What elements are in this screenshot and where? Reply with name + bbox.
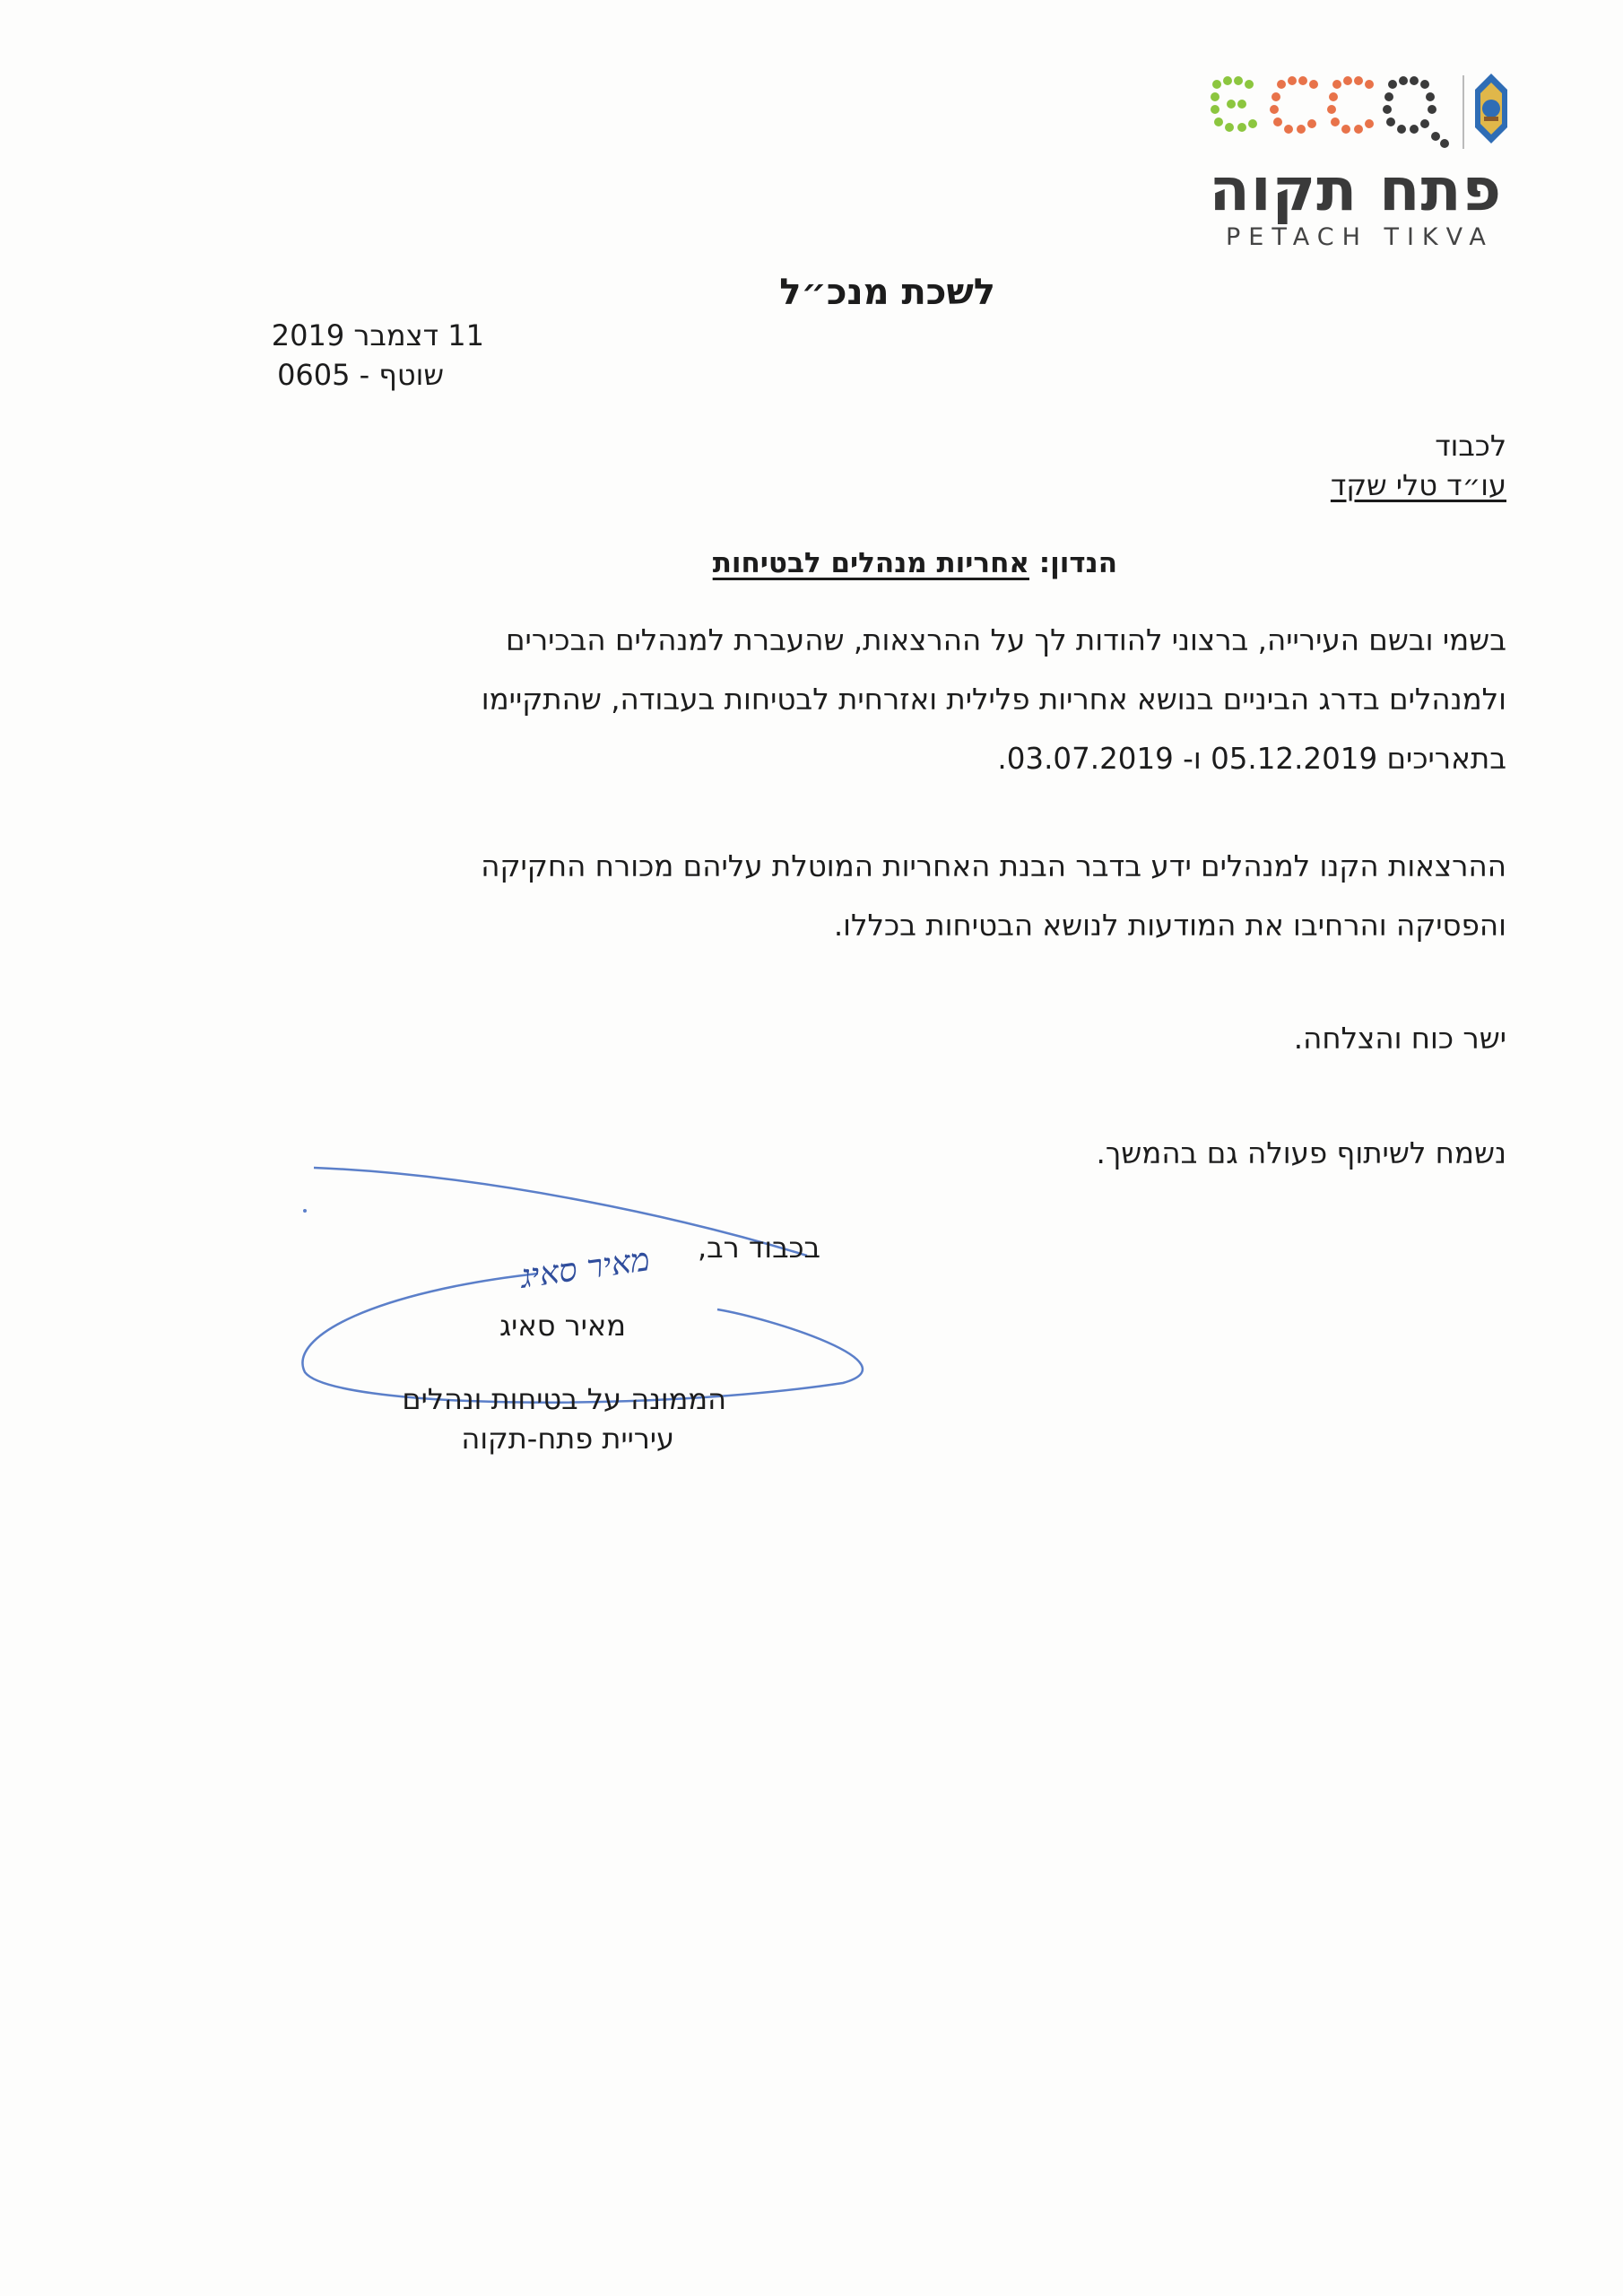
body-paragraph-wishes [323, 1009, 1506, 1068]
city-shield-icon [1475, 74, 1507, 144]
office-title: לשכת מנכ״ל [779, 272, 995, 313]
paragraph-line: בשמי ובשם העירייה, ברצוני להודות לך על ההרצאות, שהעברת למנהלים הבכירים [505, 623, 1506, 657]
closing-phrase: בכבוד רב, [697, 1231, 820, 1265]
logo-latin-name: PETACH TIKVA [1226, 223, 1494, 251]
letter-date: 11 דצמבר 2019 [271, 318, 484, 352]
logo-dots-icon [1206, 65, 1511, 163]
paragraph-line: בתאריכים 05.12.2019 ו- 03.07.2019. [997, 742, 1506, 776]
recipient-name: עו״ד טלי שקד [1330, 468, 1506, 502]
body-paragraph-impact [323, 837, 1506, 955]
handwritten-signature: מאיר סאיג [517, 1241, 653, 1296]
municipality-logo [1206, 65, 1511, 262]
paragraph-line: והפסיקה והרחיבו את המודעות לנושא הבטיחות בכללו. [833, 909, 1506, 943]
logo-hebrew-name: פתח תקוה [1209, 155, 1502, 224]
paragraph-line: ולמנהלים בדרג הביניים בנושא אחריות פלילית ואזרחית לבטיחות בעבודה, שהתקיימו [481, 683, 1506, 717]
body-paragraph-thanks [323, 611, 1506, 788]
letter-reference: שוטף - 0605 [277, 358, 444, 392]
subject-label: הנדון: [1038, 547, 1117, 579]
paragraph-line: נשמח לשיתוף פעולה גם בהמשך. [1096, 1136, 1506, 1170]
subject-line [713, 542, 1117, 585]
paragraph-line: ההרצאות הקנו למנהלים ידע בדבר הבנת האחריות המוטלת עליהם מכורח החקיקה [481, 849, 1506, 883]
subject-value: אחריות מנהלים לבטיחות [712, 547, 1029, 579]
paragraph-line: ישר כוח והצלחה. [1293, 1022, 1506, 1056]
salutation: לכבוד [1435, 429, 1506, 463]
signer-role: הממונה על בטיחות ונהלים [402, 1382, 726, 1416]
signer-name: מאיר סאיג [499, 1309, 626, 1343]
signer-organization: עיריית פתח-תקוה [461, 1422, 674, 1456]
